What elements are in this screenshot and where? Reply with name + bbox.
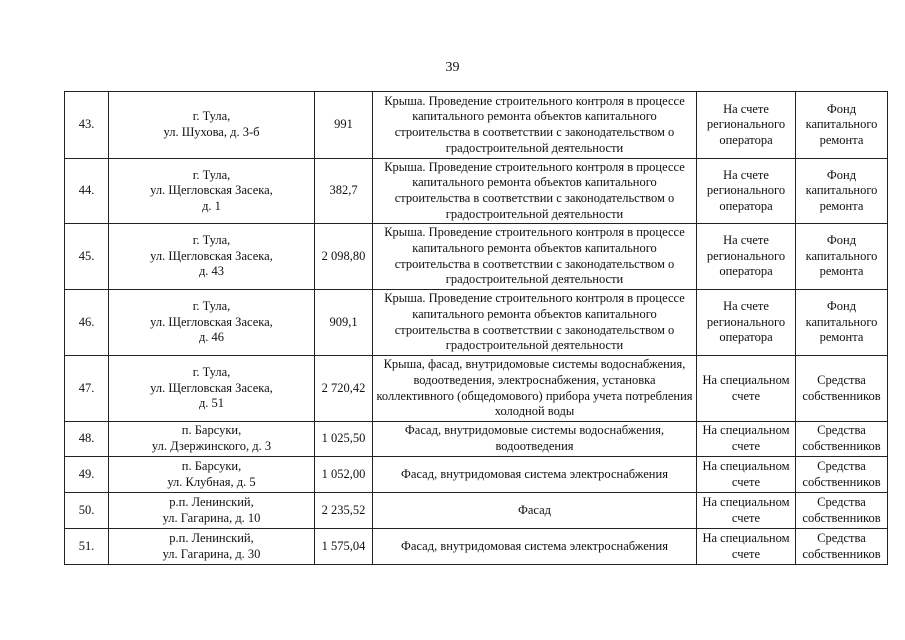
table-row bbox=[65, 159, 888, 224]
address-line: г. Тула, bbox=[192, 233, 231, 248]
address-line: г. Тула, bbox=[192, 109, 231, 124]
area-cell: 1 052,00 bbox=[315, 457, 373, 493]
work-type-cell: Крыша. Проведение строительного контроля в процессе капитального ремонта объектов капитального строительства в соответствии с законодательством о градостроительной деятельности bbox=[373, 92, 697, 159]
table-row bbox=[65, 92, 888, 159]
account-cell: На специальном счете bbox=[697, 457, 796, 493]
address-cell bbox=[109, 457, 315, 493]
address-line: ул. Щегловская Засека, bbox=[150, 248, 273, 263]
address-line: г. Тула, bbox=[192, 365, 231, 380]
table-row bbox=[65, 290, 888, 356]
table-row bbox=[65, 493, 888, 529]
funding-source-cell: Фонд капитального ремонта bbox=[796, 290, 888, 356]
address-line: п. Барсуки, bbox=[181, 458, 242, 473]
funding-source-cell: Средства собственников bbox=[796, 457, 888, 493]
account-cell: На специальном счете bbox=[697, 422, 796, 457]
area-cell: 991 bbox=[315, 92, 373, 159]
table-row bbox=[65, 356, 888, 422]
address-line: д. 46 bbox=[198, 330, 225, 345]
row-number: 51. bbox=[65, 529, 109, 565]
table-row bbox=[65, 224, 888, 290]
funding-source-cell: Средства собственников bbox=[796, 493, 888, 529]
address-line: ул. Гагарина, д. 30 bbox=[162, 546, 261, 561]
address-line: ул. Дзержинского, д. 3 bbox=[151, 439, 272, 453]
area-cell: 1 025,50 bbox=[315, 422, 373, 457]
account-cell: На счете регионального оператора bbox=[697, 92, 796, 159]
work-type-cell: Фасад, внутридомовые системы водоснабжения, водоотведения bbox=[373, 422, 697, 457]
funding-source-cell: Средства собственников bbox=[796, 422, 888, 457]
address-line: ул. Щегловская Засека, bbox=[150, 380, 273, 395]
address-line: д. 43 bbox=[198, 264, 225, 279]
account-cell: На счете регионального оператора bbox=[697, 224, 796, 290]
address-cell bbox=[109, 493, 315, 529]
address-line: п. Барсуки, bbox=[181, 423, 242, 438]
work-type-cell: Фасад, внутридомовая система электроснабжения bbox=[373, 529, 697, 565]
row-number: 47. bbox=[65, 356, 109, 422]
table-row bbox=[65, 422, 888, 457]
table-row bbox=[65, 457, 888, 493]
account-cell: На счете регионального оператора bbox=[697, 159, 796, 224]
area-cell: 1 575,04 bbox=[315, 529, 373, 565]
account-cell: На специальном счете bbox=[697, 356, 796, 422]
funding-source-cell: Фонд капитального ремонта bbox=[796, 224, 888, 290]
funding-source-cell: Средства собственников bbox=[796, 356, 888, 422]
work-type-cell: Крыша. Проведение строительного контроля в процессе капитального ремонта объектов капитального строительства в соответствии с законодательством о градостроительной деятельности bbox=[373, 290, 697, 356]
work-type-cell: Крыша, фасад, внутридомовые системы водоснабжения, водоотведения, электроснабжения, установка коллективного (общедомового) прибора учета потребления холодной воды bbox=[373, 356, 697, 422]
funding-source-cell: Средства собственников bbox=[796, 529, 888, 565]
account-cell: На специальном счете bbox=[697, 493, 796, 529]
area-cell: 382,7 bbox=[315, 159, 373, 224]
work-type-cell: Крыша. Проведение строительного контроля в процессе капитального ремонта объектов капитального строительства в соответствии с законодательством о градостроительной деятельности bbox=[373, 224, 697, 290]
address-cell bbox=[109, 422, 315, 457]
work-type-cell: Фасад, внутридомовая система электроснабжения bbox=[373, 457, 697, 493]
work-type-cell: Фасад bbox=[373, 493, 697, 529]
funding-source-cell: Фонд капитального ремонта bbox=[796, 92, 888, 159]
repair-registry-table bbox=[64, 91, 888, 565]
area-cell: 909,1 bbox=[315, 290, 373, 356]
row-number: 46. bbox=[65, 290, 109, 356]
account-cell: На счете регионального оператора bbox=[697, 290, 796, 356]
row-number: 48. bbox=[65, 422, 109, 457]
address-cell bbox=[109, 92, 315, 159]
row-number: 43. bbox=[65, 92, 109, 159]
address-line: г. Тула, bbox=[192, 167, 231, 182]
address-cell bbox=[109, 356, 315, 422]
address-line: ул. Щегловская Засека, bbox=[150, 314, 273, 329]
row-number: 50. bbox=[65, 493, 109, 529]
address-line: р.п. Ленинский, bbox=[169, 494, 254, 509]
row-number: 49. bbox=[65, 457, 109, 493]
row-number: 45. bbox=[65, 224, 109, 290]
area-cell: 2 098,80 bbox=[315, 224, 373, 290]
table-row bbox=[65, 529, 888, 565]
funding-source-cell: Фонд капитального ремонта bbox=[796, 159, 888, 224]
address-line: р.п. Ленинский, bbox=[169, 530, 254, 545]
page-number: 39 bbox=[445, 60, 460, 75]
address-line: ул. Клубная, д. 5 bbox=[167, 474, 256, 489]
account-cell: На специальном счете bbox=[697, 529, 796, 565]
row-number: 44. bbox=[65, 159, 109, 224]
work-type-cell: Крыша. Проведение строительного контроля в процессе капитального ремонта объектов капитального строительства в соответствии с законодательством о градостроительной деятельности bbox=[373, 159, 697, 224]
address-line: д. 1 bbox=[202, 198, 221, 213]
address-cell bbox=[109, 159, 315, 224]
address-cell bbox=[109, 224, 315, 290]
address-line: г. Тула, bbox=[192, 299, 231, 314]
area-cell: 2 235,52 bbox=[315, 493, 373, 529]
address-cell bbox=[109, 290, 315, 356]
area-cell: 2 720,42 bbox=[315, 356, 373, 422]
address-line: ул. Щегловская Засека, bbox=[150, 183, 273, 198]
address-line: ул. Гагарина, д. 10 bbox=[162, 510, 261, 525]
address-line: ул. Шухова, д. 3-б bbox=[163, 125, 260, 139]
address-cell bbox=[109, 529, 315, 565]
address-line: д. 51 bbox=[198, 396, 225, 411]
